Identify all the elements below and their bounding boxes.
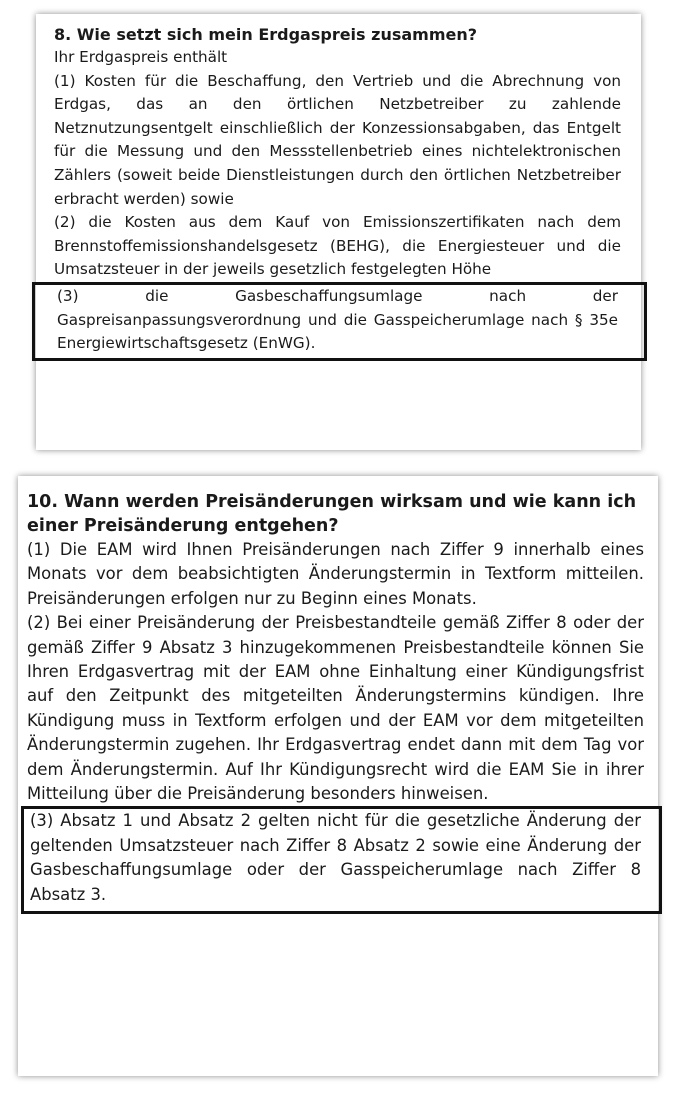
section-10-highlight-box	[21, 806, 662, 914]
section-10-item-3: (3) Absatz 1 und Absatz 2 gelten nicht für die gesetzliche Änderung der geltenden Umsatzsteuer nach Ziffer 8 Absatz 2 sowie eine Änderung der Gasbeschaffungsumlage oder der Gasspeicherumlage nach Ziffer 8 Absatz 3.	[30, 811, 641, 904]
section-10-card	[18, 476, 658, 1076]
section-8-item-2: (2) die Kosten aus dem Kauf von Emissionszertifikaten nach dem Brennstoffemissionshandelsgesetz (BEHG), die Energiesteuer und die Umsatzsteuer in der jeweils gesetzlich festgelegten Höhe	[54, 213, 621, 279]
section-10-item-2: (2) Bei einer Preisänderung der Preisbestandteile gemäß Ziffer 8 oder der gemäß Ziffer 9 Absatz 3 hinzugekommenen Preisbestandteile können Sie Ihren Erdgasvertrag mit der EAM ohne Einhaltung einer Kündigungsfrist auf den Zeitpunkt des mitgeteilten Änderungstermins kündigen. Ihre Kündigung muss in Textform erfolgen und der EAM vor dem mitgeteilten Änderungstermin zugehen. Ihr Erdgasvertrag endet dann mit dem Tag vor dem Änderungstermin. Auf Ihr Kündigungsrecht wird die EAM Sie in ihrer Mitteilung über die Preisänderung besonders hinweisen.	[27, 613, 644, 804]
section-8-heading: 8. Wie setzt sich mein Erdgaspreis zusammen?	[54, 25, 478, 44]
section-10-item-1: (1) Die EAM wird Ihnen Preisänderungen nach Ziffer 9 innerhalb eines Monats vor dem beabsichtigten Änderungstermin in Textform mitteilen. Preisänderungen erfolgen nur zu Beginn eines Monats.	[27, 540, 644, 608]
section-10-content	[27, 490, 644, 914]
section-8-card	[36, 14, 641, 450]
section-8-item-1: (1) Kosten für die Beschaffung, den Vertrieb und die Abrechnung von Erdgas, das an den örtlichen Netzbetreiber zu zahlende Netznutzungsentgelt einschließlich der Konzessionsabgaben, das Entgelt für die Messung und den Messstellenbetrieb eines nichtelektronischen Zählers (soweit beide Dienstleistungen durch den örtlichen Netzbetreiber erbracht werden) sowie	[54, 71, 621, 208]
section-8-content	[54, 24, 621, 361]
section-8-intro: Ihr Erdgaspreis enthält	[54, 48, 228, 66]
section-10-heading: 10. Wann werden Preisänderungen wirksam und wie kann ich einer Preisänderung entgehen?	[27, 492, 637, 536]
section-8-highlight-box	[32, 282, 647, 361]
section-8-item-3: (3) die Gasbeschaffungsumlage nach der Gaspreisanpassungsverordnung und die Gasspeicherumlage nach § 35e Energiewirtschaftsgesetz (EnWG).	[57, 286, 618, 353]
